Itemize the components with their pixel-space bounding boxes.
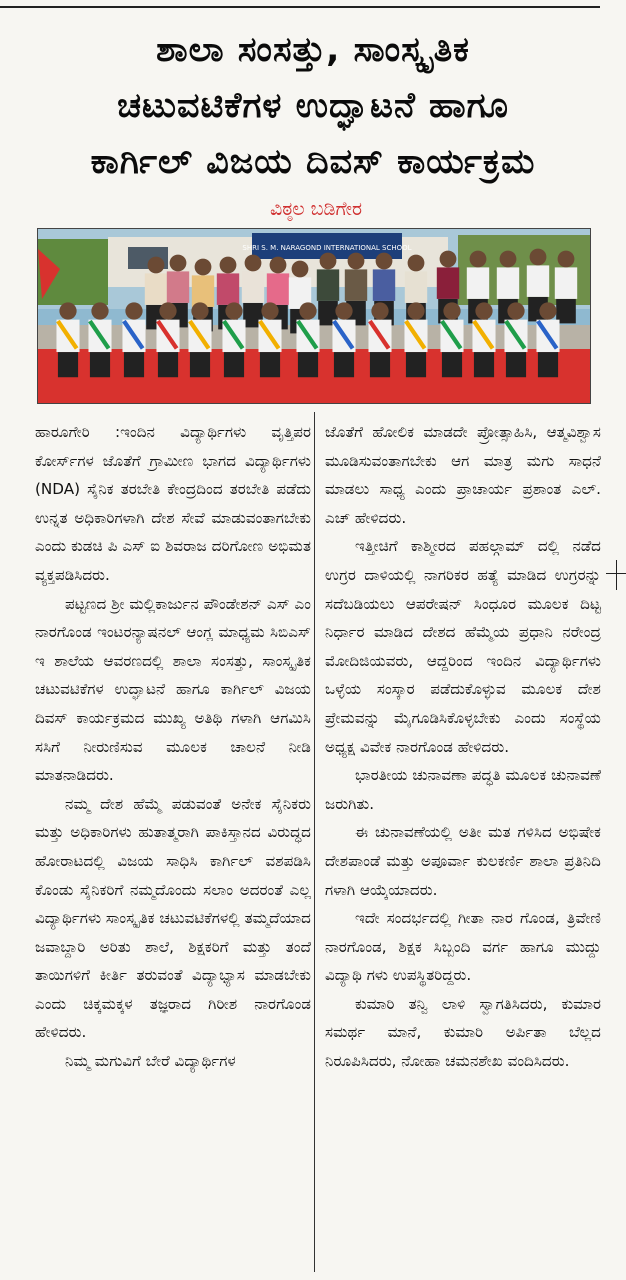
photo-person <box>536 302 559 377</box>
photo-illustration <box>38 229 590 403</box>
article-paragraph: ಜೊತೆಗೆ ಹೋಲಿಕ ಮಾಡದೇ ಪ್ರೋತ್ಸಾಹಿಸಿ, ಆತ್ಮವಿಶ್ವಾಸ ಮೂಡಿಸುವಂತಾಗಬೇಕು ಆಗ ಮಾತ್ರ ಮಗು ಸಾಧನೆ ಮಾಡಲು ಸಾಧ್ಯ ಎಂದು ಪ್ರಾಚಾರ್ಯ ಪ್ರಶಾಂತ ಎಲ್. ಎಚ್ ಹೇಳಿದರು. <box>325 423 601 527</box>
news-photo <box>37 228 591 404</box>
photo-person <box>368 302 391 377</box>
headline <box>20 22 606 190</box>
article-paragraph: ಪಟ್ಟಣದ ಶ್ರೀ ಮಲ್ಲಿಕಾರ್ಜುನ ಪೌಂಡೇಶನ್ ಎಸ್ ಎಂ ನಾರಗೊಂಡ ಇಂಟರನ್ಯಾಷನಲ್ ಆಂಗ್ಲ ಮಾಧ್ಯಮ ಸಿಬಿಎಸ್ ಇ ಶಾಲೆಯ ಆವರಣದಲ್ಲಿ ಶಾಲಾ ಸಂಸತ್ತು, ಸಾಂಸ್ಕೃತಿಕ ಚಟುವಟಿಕೆಗಳ ಉದ್ಘಾಟನೆ ಹಾಗೂ ಕಾರ್ಗಿಲ್ ವಿಜಯ ದಿವಸ್ ಕಾರ್ಯಕ್ರಮದ ಮುಖ್ಯ ಅತಿಥಿ ಗಳಾಗಿ ಆಗಮಿಸಿ ಸಸಿಗೆ ನೀರುಣಿಸುವ ಮೂಲಕ ಚಾಲನೆ ನೀಡಿ ಮಾತನಾಡಿದರು. <box>35 594 311 785</box>
top-rule <box>0 6 600 8</box>
photo-person <box>296 302 319 377</box>
article-paragraph: ಈ ಚುನಾವಣೆಯಲ್ಲಿ ಅತೀ ಮತ ಗಳಿಸಿದ ಅಭಿಷೇಕ ದೇಶಪಾಂಡೆ ಮತ್ತು ಅಪೂರ್ವಾ ಕುಲಕರ್ಣಿ ಶಾಲಾ ಪ್ರತಿನಿದಿ ಗಳಾಗಿ ಆಯ್ಕೆಯಾದರು. <box>325 823 601 899</box>
headline-line-2: ಚಟುವಟಿಕೆಗಳ ಉದ್ಘಾಟನೆ ಹಾಗೂ <box>117 86 509 126</box>
article-paragraph: ಭಾರತೀಯ ಚುನಾವಣಾ ಪದ್ಧತಿ ಮೂಲಕ ಚುನಾವಣೆ ಜರುಗಿತು. <box>325 766 601 813</box>
photo-person <box>188 302 211 377</box>
article-column-left <box>35 418 311 1076</box>
article-column-right <box>325 418 601 1076</box>
photo-banner-text: SHRI S. M. NARAGOND INTERNATIONAL SCHOOL <box>242 244 412 252</box>
photo-person <box>88 302 111 377</box>
photo-person <box>404 302 427 377</box>
photo-person <box>156 302 179 377</box>
photo-person <box>504 302 527 377</box>
photo-person <box>56 302 79 377</box>
photo-person <box>472 302 495 377</box>
photo-person <box>242 255 264 328</box>
article-paragraph: ಹಾರೂಗೇರಿ :ಇಂದಿನ ವಿದ್ಯಾರ್ಥಿಗಳು ವೃತ್ತಿಪರ ಕೋರ್ಸ್‌ಗಳ ಜೊತೆಗೆ ಗ್ರಾಮೀಣ ಭಾಗದ ವಿದ್ಯಾರ್ಥಿಗಳು (NDA) ಸೈನಿಕ ತರಬೇತಿ ಕೇಂದ್ರದಿಂದ ತರಬೇತಿ ಪಡೆದು ಉನ್ನತ ಅಧಿಕಾರಿಗಳಾಗಿ ದೇಶ ಸೇವೆ ಮಾಡುವಂತಾಗಬೇಕು ಎಂದು ಕುಡಚಿ ಪಿ ಎಸ್ ಐ ಶಿವರಾಜ ದರಿಗೋಣ ಅಭಿಮತ ವ್ಯಕ್ತಪಡಿಸಿದರು. <box>35 423 311 584</box>
photo-person <box>440 302 463 377</box>
article-paragraph: ಕುಮಾರಿ ತನ್ವಿ ಲಾಳಿ ಸ್ವಾಗತಿಸಿದರು, ಕುಮಾರ ಸಮರ್ಥ ಮಾನೆ, ಕುಮಾರಿ ಅರ್ಪಿತಾ ಬೆಲ್ಲದ ನಿರೂಪಿಸಿದರು, ನೋಹಾ ಚಮನಶೇಖ ವಂದಿಸಿದರು. <box>325 994 601 1071</box>
byline: ವಿಠ್ಠಲ ಬಡಿಗೇರ <box>270 198 363 220</box>
headline-line-3: ಕಾರ್ಗಿಲ್ ವಿಜಯ ದಿವಸ್ ಕಾರ್ಯಕ್ರಮ <box>90 142 536 182</box>
photo-person <box>555 251 577 324</box>
headline-line-1: ಶಾಲಾ ಸಂಸತ್ತು, ಸಾಂಸ್ಕೃತಿಕ <box>156 30 470 70</box>
photo-person <box>222 302 245 377</box>
photo-person <box>332 302 355 377</box>
photo-person <box>258 302 281 377</box>
column-divider <box>314 412 315 1272</box>
article-paragraph: ನಮ್ಮ ದೇಶ ಹೆಮ್ಮೆ ಪಡುವಂತೆ ಅನೇಕ ಸೈನಿಕರು ಮತ್ತು ಅಧಿಕಾರಿಗಳು ಹುತಾತ್ಮರಾಗಿ ಪಾಕಿಸ್ತಾನದ ವಿರುದ್ಧದ ಹೋರಾಟದಲ್ಲಿ ವಿಜಯ ಸಾಧಿಸಿ ಕಾರ್ಗಿಲ್ ವಶಪಡಿಸಿ ಕೊಂಡು ಸೈನಿಕರಿಗೆ ನಮ್ಮದೊಂದು ಸಲಾಂ ಅದರಂತೆ ಎಲ್ಲ ವಿದ್ಯಾರ್ಥಿಗಳು ಸಾಂಸ್ಕೃತಿಕ ಚಟುವಟಿಕೆಗಳಲ್ಲಿ ತಮ್ಮದೆಯಾದ ಜವಾಬ್ದಾರಿ ಅರಿತು ಶಾಲೆ, ಶಿಕ್ಷಕರಿಗೆ ಮತ್ತು ತಂದೆ ತಾಯಿಗಳಿಗೆ ಕೀರ್ತಿ ತರುವಂತೆ ವಿದ್ಯಾಭ್ಯಾಸ ಮಾಡಬೇಕು ಎಂದು ಚಿಕ್ಕಮಕ್ಕಳ ತಜ್ಞರಾದ ಗಿರೀಶ ನಾರಗೊಂಡ ಹೇಳಿದರು. <box>35 794 311 1042</box>
article-paragraph: ನಿಮ್ಮ ಮಗುವಿಗೆ ಬೇರೆ ವಿದ್ಯಾರ್ಥಿಗಳ <box>65 1052 236 1071</box>
article-paragraph: ಇತ್ತೀಚಿಗೆ ಕಾಶ್ಮೀರದ ಪಹಲ್ಗಾಮ್ ದಲ್ಲಿ ನಡೆದ ಉಗ್ರರ ದಾಳಿಯಲ್ಲಿ ನಾಗರಿಕರ ಹತ್ಯೆ ಮಾಡಿದ ಉಗ್ರರನ್ನು ಸದೆಬಡಿಯಲು ಆಪರೇಷನ್ ಸಿಂಧೂರ ಮೂಲಕ ದಿಟ್ಟ ನಿರ್ಧಾರ ಮಾಡಿದ ದೇಶದ ಹೆಮ್ಮೆಯ ಪ್ರಧಾನಿ ನರೇಂದ್ರ ಮೋದಿಜಿಯವರು, ಆದ್ದರಿಂದ ಇಂದಿನ ವಿದ್ಯಾರ್ಥಿಗಳು ಒಳ್ಳೆಯ ಸಂಸ್ಕಾರ ಪಡೆದುಕೊಳ್ಳುವ ಮೂಲಕ ದೇಶ ಪ್ರೇಮವನ್ನು ಮೈಗೂಡಿಸಿಕೊಳ್ಳಬೇಕು ಎಂದು ಸಂಸ್ಥೆಯ ಅಧ್ಯಕ್ಷ ವಿವೇಕ ನಾರಗೊಂಡ ಹೇಳಿದರು. <box>325 537 601 756</box>
photo-person <box>122 302 145 377</box>
registration-mark <box>616 560 617 590</box>
photo-person <box>317 253 339 326</box>
article-paragraph: ಇದೇ ಸಂದರ್ಭದಲ್ಲಿ ಗೀತಾ ನಾರ ಗೊಂಡ, ತ್ರಿವೇಣಿ ನಾರಗೊಂಡ, ಶಿಕ್ಷಕ ಸಿಬ್ಬಂದಿ ವರ್ಗ ಹಾಗೂ ಮುದ್ದು ವಿದ್ಯಾಥಿ ಗಳು ಉಪಸ್ಥಿತರಿದ್ದರು. <box>325 909 601 985</box>
